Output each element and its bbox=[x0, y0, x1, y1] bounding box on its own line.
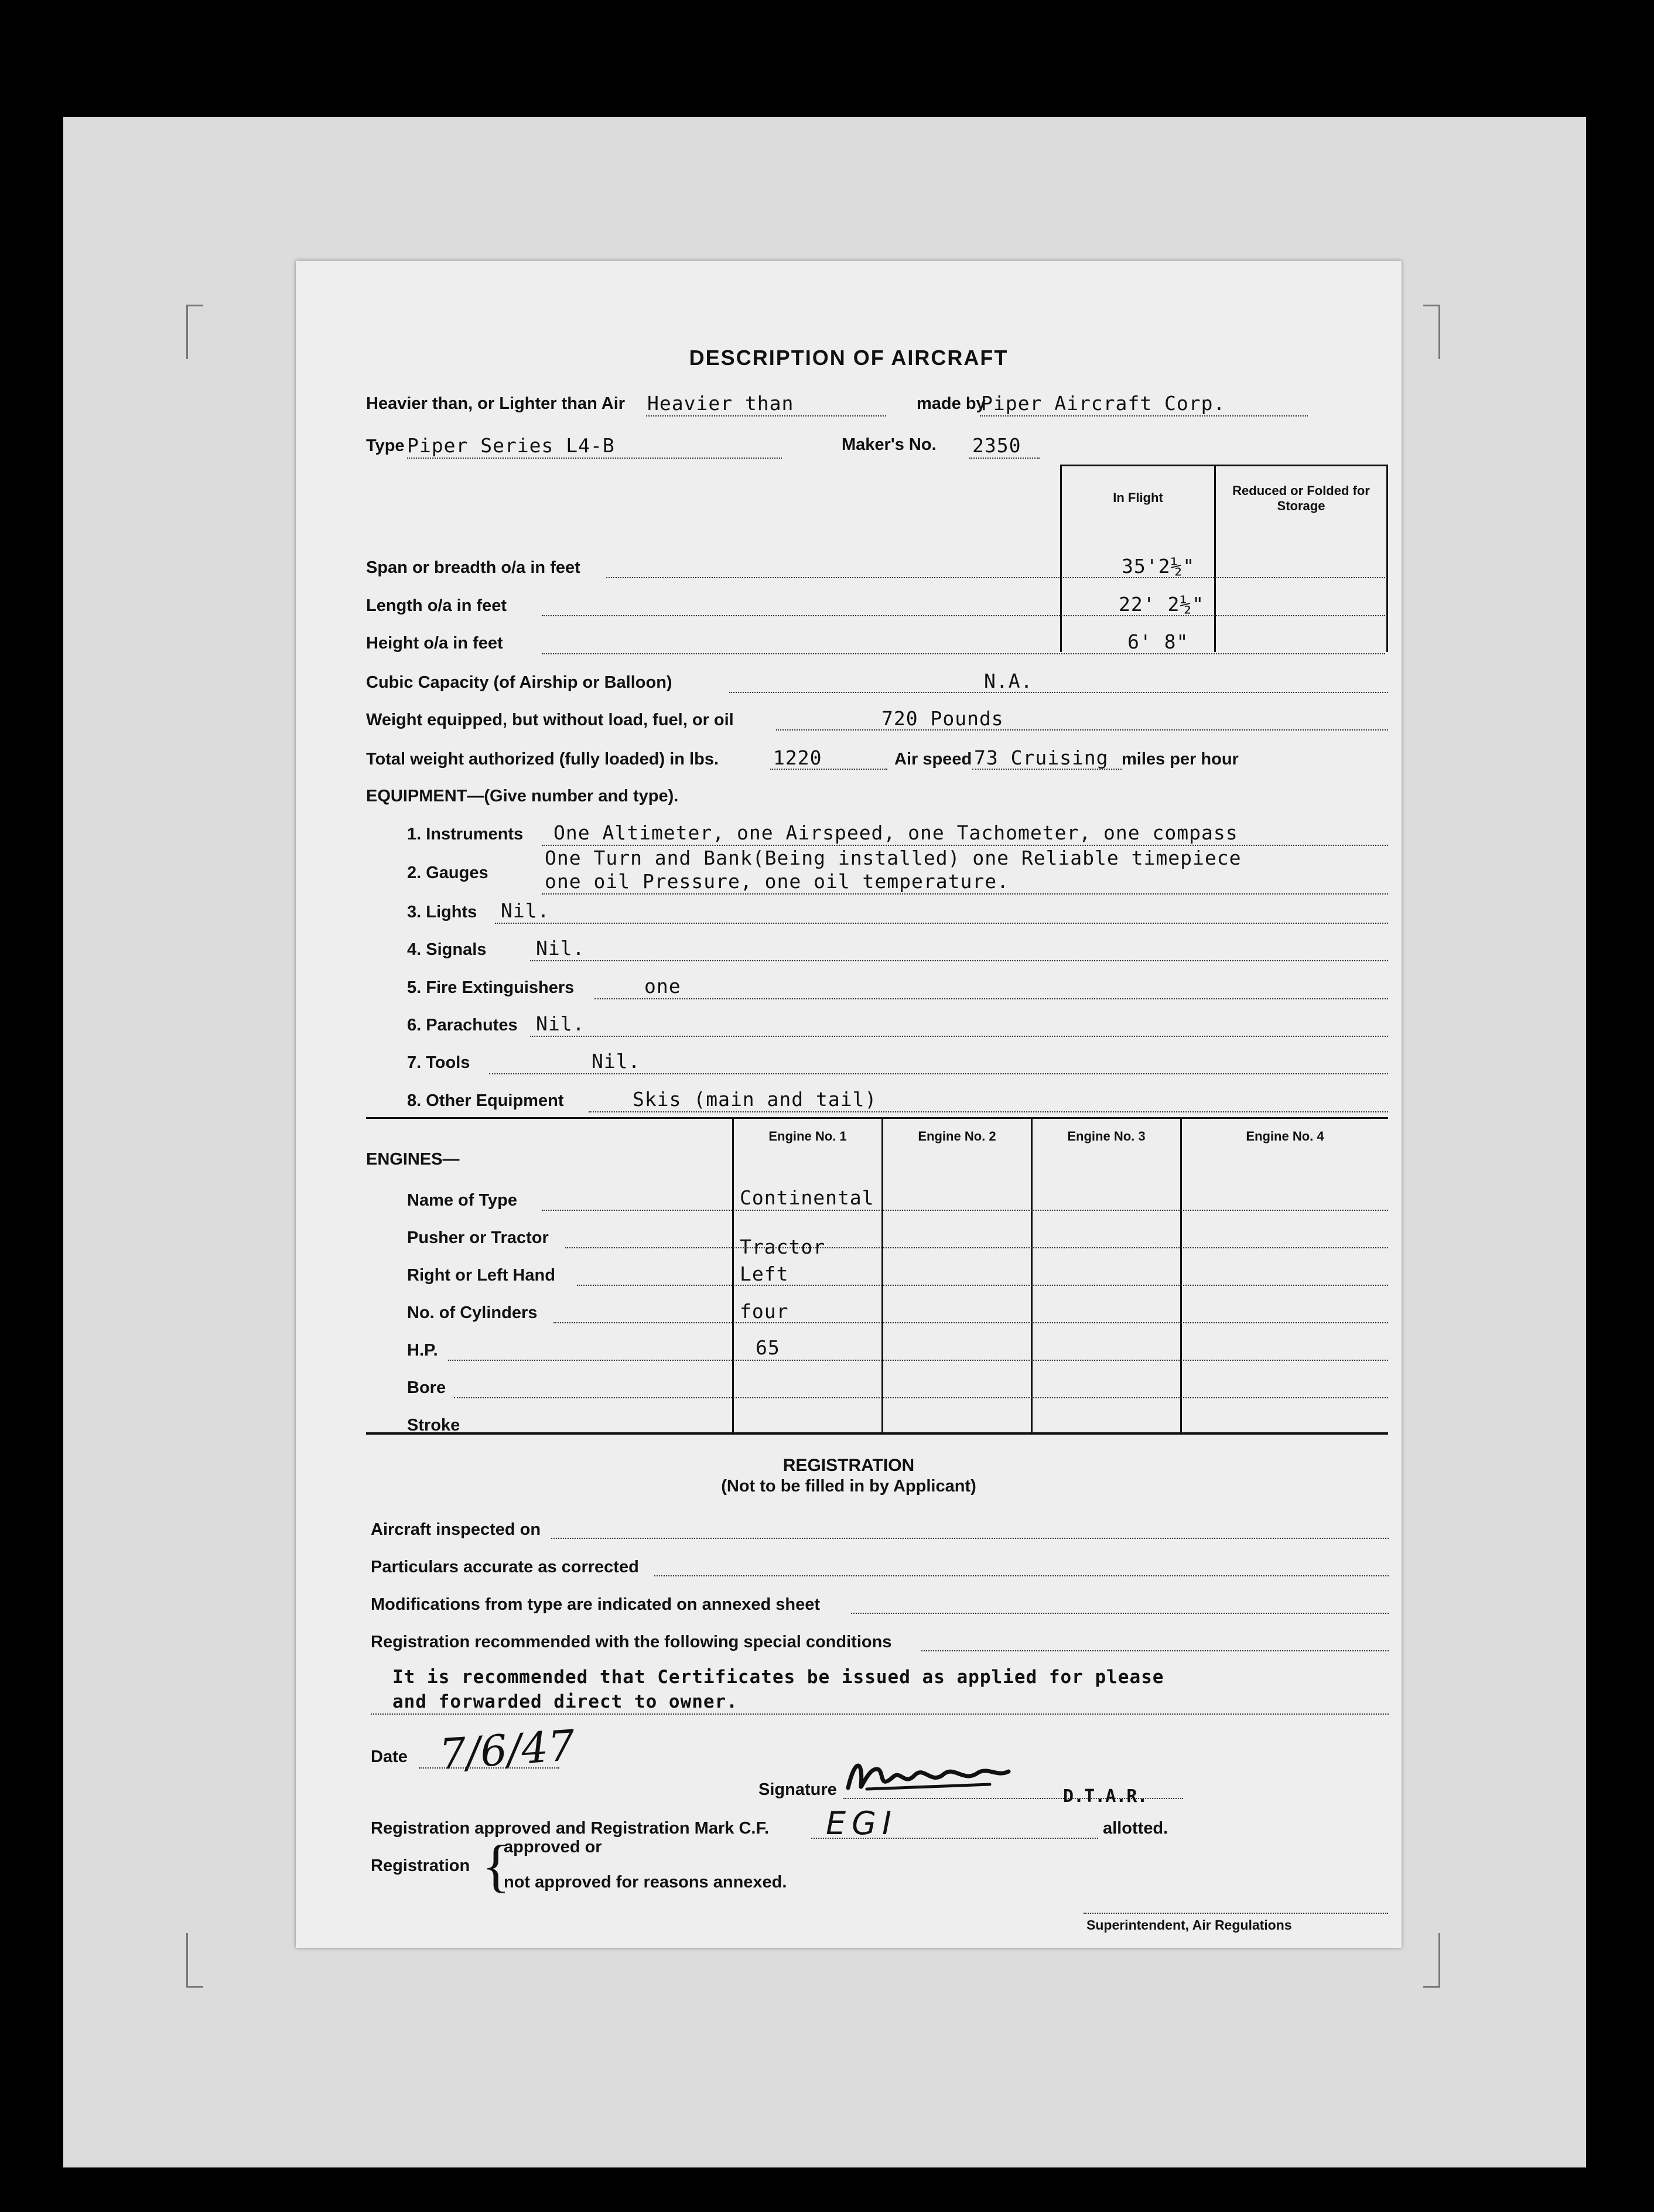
recommendation-line-2: and forwarded direct to owner. bbox=[392, 1691, 738, 1712]
equip-gauges-value-2: one oil Pressure, one oil temperature. bbox=[545, 870, 1009, 893]
registration-title: REGISTRATION bbox=[782, 1456, 915, 1475]
reg-line: Particulars accurate as corrected bbox=[371, 1558, 639, 1576]
engine-header-2: Engine No. 2 bbox=[918, 1129, 996, 1143]
engine-row-label: Right or Left Hand bbox=[407, 1266, 555, 1285]
registration-word: Registration bbox=[371, 1856, 470, 1875]
engine-row-value: Left bbox=[740, 1262, 789, 1285]
engine-row-label: Stroke bbox=[407, 1416, 460, 1435]
equip-instruments-label: 1. Instruments bbox=[407, 825, 524, 844]
approved-label: approved or bbox=[504, 1838, 602, 1856]
date-label: Date bbox=[371, 1747, 408, 1766]
airspeed-unit: miles per hour bbox=[1122, 750, 1239, 769]
equip-signals-value: Nil. bbox=[536, 937, 585, 960]
engine-row-label: No. of Cylinders bbox=[407, 1303, 538, 1322]
airspeed-label: Air speed bbox=[894, 750, 972, 769]
crop-mark bbox=[1423, 1933, 1440, 1988]
reg-line: Aircraft inspected on bbox=[371, 1520, 541, 1539]
engine-row-label: H.P. bbox=[407, 1341, 438, 1360]
engine-row-value: Tractor bbox=[740, 1235, 826, 1258]
recommendation-line-1: It is recommended that Certificates be issued as applied for please bbox=[392, 1667, 1164, 1688]
equip-tools-value: Nil. bbox=[592, 1050, 641, 1073]
form-title: DESCRIPTION OF AIRCRAFT bbox=[689, 346, 1009, 370]
equip-signals-label: 4. Signals bbox=[407, 940, 487, 959]
engine-row-label: Pusher or Tractor bbox=[407, 1228, 549, 1247]
reg-mark-label: Registration approved and Registration Mark C.F. bbox=[371, 1819, 769, 1838]
engine-row-label: Name of Type bbox=[407, 1191, 518, 1210]
equip-lights-label: 3. Lights bbox=[407, 903, 477, 921]
reg-line: Registration recommended with the following special conditions bbox=[371, 1633, 892, 1651]
made-by-value: Piper Aircraft Corp. bbox=[981, 392, 1226, 415]
equip-fire-label: 5. Fire Extinguishers bbox=[407, 978, 575, 997]
made-by-label: made by bbox=[917, 394, 986, 413]
signature-image bbox=[843, 1752, 1013, 1804]
equip-lights-value: Nil. bbox=[501, 899, 550, 922]
makers-no-label: Maker's No. bbox=[842, 435, 937, 454]
span-value: 35'2½" bbox=[1122, 555, 1195, 578]
crop-mark bbox=[1423, 305, 1440, 359]
engine-header-1: Engine No. 1 bbox=[768, 1129, 847, 1143]
lighter-label: Heavier than, or Lighter than Air bbox=[366, 394, 626, 413]
makers-no-value: 2350 bbox=[972, 434, 1021, 457]
equip-gauges-value-1: One Turn and Bank(Being installed) one Reliable timepiece bbox=[545, 846, 1242, 869]
weight-value: 720 Pounds bbox=[881, 707, 1004, 730]
equip-other-value: Skis (main and tail) bbox=[633, 1088, 877, 1111]
engine-row-value: Continental bbox=[740, 1186, 874, 1209]
registration-subtitle: (Not to be filled in by Applicant) bbox=[721, 1477, 976, 1496]
engine-row-value: four bbox=[740, 1300, 789, 1323]
not-approved-label: not approved for reasons annexed. bbox=[504, 1873, 787, 1892]
form-page bbox=[296, 261, 1402, 1948]
equip-parachutes-value: Nil. bbox=[536, 1012, 585, 1035]
engines-label: ENGINES— bbox=[366, 1150, 460, 1169]
equipment-label: EQUIPMENT—(Give number and type). bbox=[366, 787, 679, 805]
airspeed-value: 73 Cruising bbox=[974, 746, 1109, 769]
crop-mark bbox=[186, 1933, 203, 1988]
allotted-label: allotted. bbox=[1103, 1819, 1168, 1838]
signature-label: Signature bbox=[758, 1780, 837, 1799]
equip-instruments-value: One Altimeter, one Airspeed, one Tachometer, one compass bbox=[553, 821, 1238, 844]
height-value: 6' 8" bbox=[1127, 630, 1189, 653]
type-value: Piper Series L4-B bbox=[407, 434, 615, 457]
engine-row-value: 65 bbox=[756, 1336, 780, 1359]
equip-tools-label: 7. Tools bbox=[407, 1053, 470, 1072]
date-value: 7/6/47 bbox=[438, 1721, 577, 1779]
col-storage: Reduced or Folded for Storage bbox=[1232, 483, 1370, 513]
crop-mark bbox=[186, 305, 203, 359]
reg-mark-value: EGI bbox=[826, 1805, 897, 1842]
brace-icon: { bbox=[482, 1833, 510, 1898]
length-label: Length o/a in feet bbox=[366, 596, 507, 615]
equip-other-label: 8. Other Equipment bbox=[407, 1091, 564, 1110]
weight-label: Weight equipped, but without load, fuel, or oil bbox=[366, 711, 734, 729]
engine-row-label: Bore bbox=[407, 1378, 446, 1397]
cubic-label: Cubic Capacity (of Airship or Balloon) bbox=[366, 673, 672, 692]
equip-fire-value: one bbox=[644, 975, 681, 998]
lighter-value: Heavier than bbox=[647, 392, 794, 415]
reg-line: Modifications from type are indicated on annexed sheet bbox=[371, 1595, 821, 1614]
total-weight-value: 1220 bbox=[773, 746, 822, 769]
dtar-label: D.T.A.R. bbox=[1063, 1786, 1148, 1807]
engine-header-3: Engine No. 3 bbox=[1067, 1129, 1146, 1143]
col-in-flight: In Flight bbox=[1113, 490, 1163, 505]
total-weight-label: Total weight authorized (fully loaded) in lbs. bbox=[366, 750, 719, 769]
engine-header-4: Engine No. 4 bbox=[1246, 1129, 1324, 1143]
length-value: 22' 2½" bbox=[1119, 593, 1205, 616]
superintendent-label: Superintendent, Air Regulations bbox=[1086, 1917, 1292, 1933]
span-label: Span or breadth o/a in feet bbox=[366, 558, 580, 577]
cubic-value: N.A. bbox=[984, 670, 1033, 692]
type-label: Type bbox=[366, 436, 405, 455]
equip-gauges-label: 2. Gauges bbox=[407, 863, 488, 882]
height-label: Height o/a in feet bbox=[366, 634, 503, 653]
equip-parachutes-label: 6. Parachutes bbox=[407, 1016, 518, 1035]
